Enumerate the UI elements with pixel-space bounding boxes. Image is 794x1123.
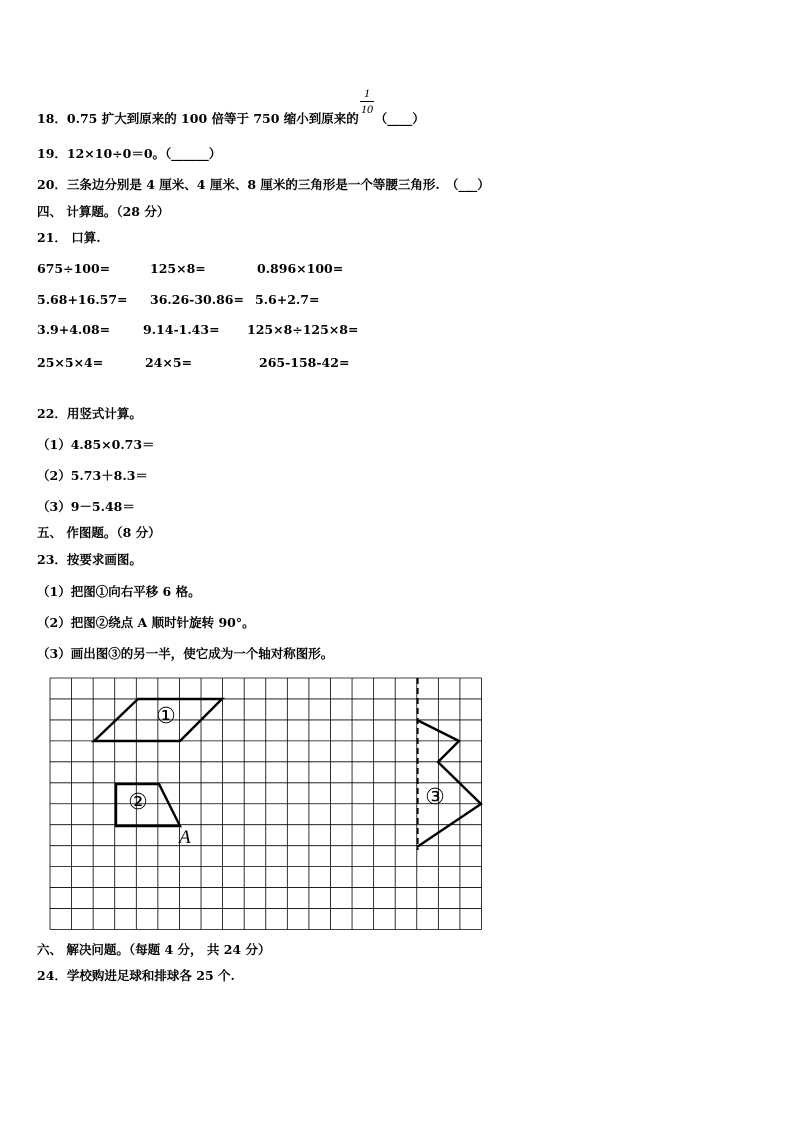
shape-3-half bbox=[417, 720, 481, 847]
question-22: 22．用竖式计算。 bbox=[37, 406, 142, 421]
q22-item-3: （3）9－5.48＝ bbox=[37, 499, 135, 514]
q18-answer-blank: （____） bbox=[374, 111, 425, 126]
question-21: 21． 口算. bbox=[37, 230, 101, 245]
q22-item-2: （2）5.73＋8.3＝ bbox=[37, 468, 148, 483]
fraction-denominator: 10 bbox=[361, 102, 373, 116]
q18-text: 18．0.75 扩大到原来的 100 倍等于 750 缩小到原来的 bbox=[37, 111, 359, 126]
label-1: ① bbox=[156, 704, 176, 729]
label-2: ② bbox=[128, 790, 148, 815]
q23-item-3: （3）画出图③的另一半，使它成为一个轴对称图形。 bbox=[37, 646, 334, 661]
point-a-label: A bbox=[179, 827, 191, 848]
q23-item-1: （1）把图①向右平移 6 格。 bbox=[37, 584, 201, 599]
oral-calc-item: 265-158-42= bbox=[259, 355, 350, 370]
oral-calc-item: 25×5×4= bbox=[37, 355, 104, 370]
question-19: 19．12×10÷0＝0。（______） bbox=[37, 146, 222, 161]
section-6-heading: 六、 解决问题。（每题 4 分， 共 24 分） bbox=[37, 942, 271, 957]
oral-calc-item: 36.26-30.86= bbox=[150, 292, 244, 307]
section-5-heading: 五、 作图题。（8 分） bbox=[37, 525, 161, 540]
oral-calc-item: 9.14-1.43= bbox=[143, 322, 220, 337]
shape-2-trapezoid bbox=[116, 784, 180, 826]
oral-calc-item: 0.896×100= bbox=[257, 261, 344, 276]
oral-calc-item: 125×8= bbox=[150, 261, 206, 276]
oral-calc-item: 24×5= bbox=[145, 355, 193, 370]
question-24: 24．学校购进足球和排球各 25 个. bbox=[37, 968, 235, 983]
oral-calc-item: 3.9+4.08= bbox=[37, 322, 111, 337]
fraction-numerator: 1 bbox=[364, 86, 370, 100]
q23-item-2: （2）把图②绕点 A 顺时针旋转 90°。 bbox=[37, 615, 255, 630]
section-4-heading: 四、 计算题。（28 分） bbox=[37, 204, 170, 219]
oral-calc-item: 5.6+2.7= bbox=[255, 292, 320, 307]
oral-calc-item: 5.68+16.57= bbox=[37, 292, 128, 307]
question-20: 20．三条边分别是 4 厘米、4 厘米、8 厘米的三角形是一个等腰三角形. （___） bbox=[37, 177, 490, 192]
oral-calc-item: 125×8÷125×8= bbox=[247, 322, 359, 337]
oral-calc-item: 675÷100= bbox=[37, 261, 111, 276]
q22-item-1: （1）4.85×0.73＝ bbox=[37, 437, 155, 452]
question-23: 23．按要求画图。 bbox=[37, 552, 142, 567]
label-3: ③ bbox=[425, 785, 445, 810]
